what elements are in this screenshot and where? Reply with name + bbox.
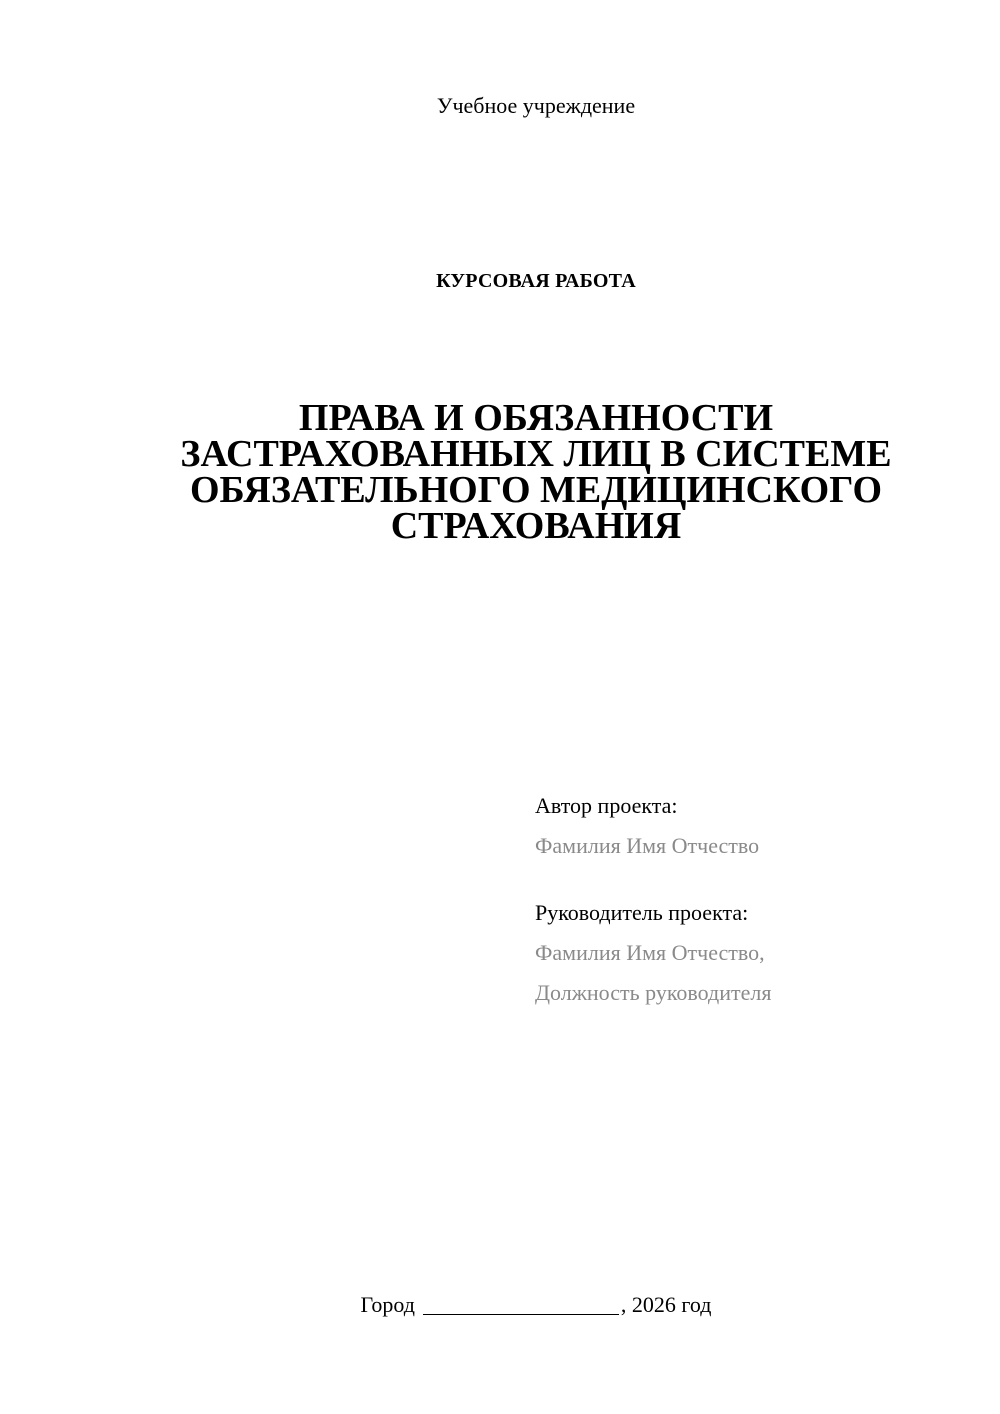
author-name: Фамилия Имя Отчество <box>535 833 760 858</box>
document-type: КУРСОВАЯ РАБОТА <box>436 270 636 292</box>
supervisor-name: Фамилия Имя Отчество, <box>535 940 765 965</box>
author-block <box>535 786 975 866</box>
title-line-1: ПРАВА И ОБЯЗАННОСТИ <box>298 397 774 439</box>
title-line-4: СТРАХОВАНИЯ <box>390 505 682 547</box>
supervisor-block <box>535 893 975 1013</box>
city-label: Город <box>360 1292 415 1317</box>
supervisor-label: Руководитель проекта: <box>535 900 749 925</box>
city-blank-line <box>423 1292 619 1315</box>
footer-city-year <box>0 1290 1000 1320</box>
year-text: , 2026 год <box>620 1292 712 1317</box>
title-line-3: ОБЯЗАТЕЛЬНОГО МЕДИЦИНСКОГО <box>189 469 883 511</box>
institution-name: Учебное учреждение <box>436 93 636 118</box>
document-title <box>150 397 922 547</box>
title-line-2: ЗАСТРАХОВАННЫХ ЛИЦ В СИСТЕМЕ <box>180 433 892 475</box>
author-label: Автор проекта: <box>535 793 678 818</box>
supervisor-position: Должность руководителя <box>535 980 772 1005</box>
